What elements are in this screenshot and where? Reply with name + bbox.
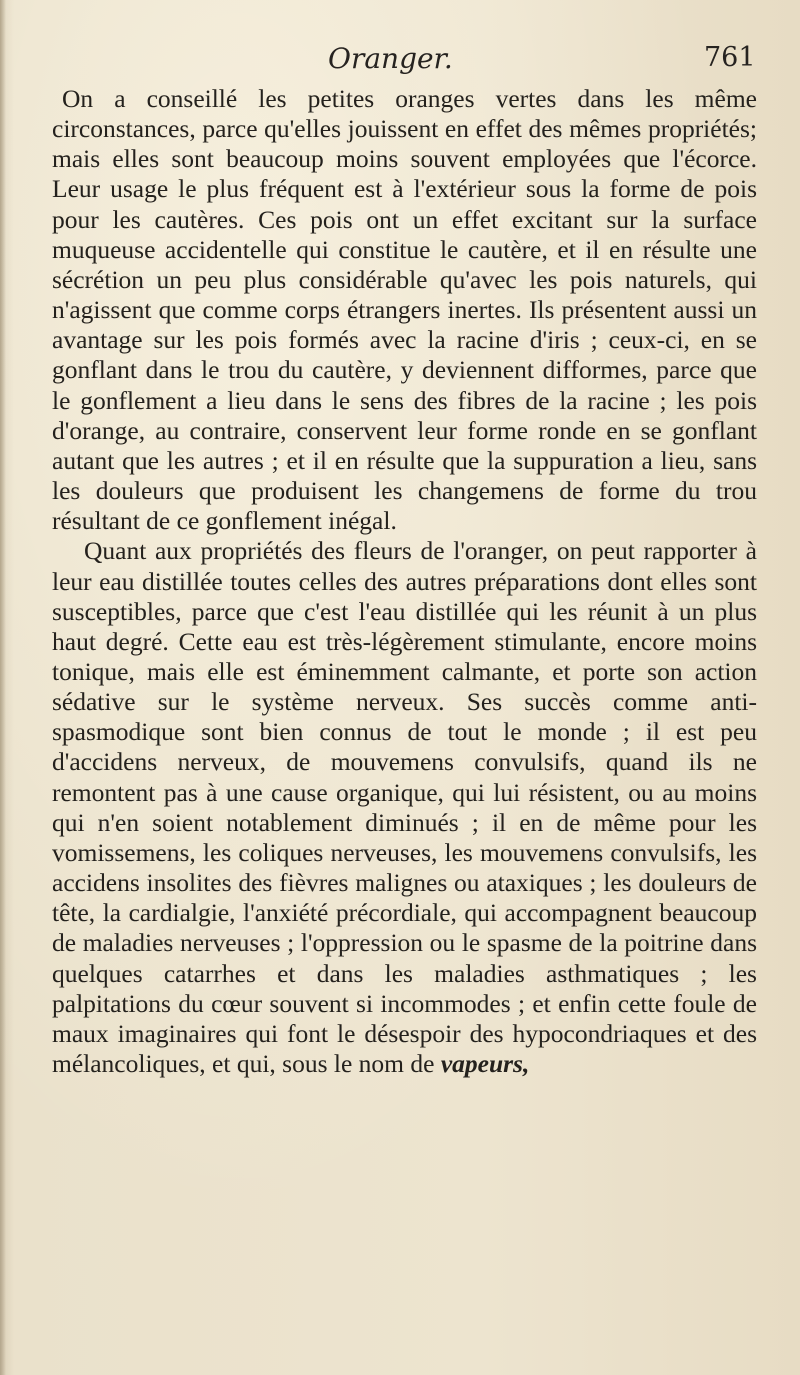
paragraph-2: [52, 536, 757, 1079]
paragraph-2-text: Quant aux propriétés des fleurs de l'oranger, on peut rapporter à leur eau distillée toutes celles des autres préparations dont elles sont susceptibles, parce que c'est l'eau distillée qui les réunit à un plus haut degré. Cette eau est très-légèrement stimulante, encore moins tonique, mais elle est éminemment calmante, et porte son action sédative sur le système nerveux. Ses succès comme anti-spasmodique sont bien connus de tout le monde ; il est peu d'accidens nerveux, de mouvemens convulsifs, quand ils ne remontent pas à une cause organique, qui lui résistent, ou au moins qui n'en soient notablement diminués ; il en de même pour les vomissemens, les coliques nerveuses, les mouvemens convulsifs, les accidens insolites des fièvres malignes ou ataxiques ; les douleurs de tête, la cardialgie, l'anxiété précordiale, qui accompagnent beaucoup de maladies nerveuses ; l'oppression ou le spasme de la poitrine dans quelques catarrhes et dans les maladies asthmatiques ; les palpitations du cœur souvent si incommodes ; et enfin cette foule de maux imaginaires qui font le désespoir des hypocondriaques et des mélancoliques, et qui, sous le nom de: [52, 536, 757, 1078]
page-number: 761: [704, 42, 756, 73]
running-title: Oranger.: [328, 42, 453, 75]
running-head: [0, 40, 800, 80]
page-gutter-shadow: [0, 0, 6, 1375]
paragraph-2-italic-word: vapeurs,: [440, 1049, 530, 1078]
body-text: [52, 84, 757, 1079]
paragraph-1: On a conseillé les petites oranges vertes dans les même circonstances, parce qu'elles jouissent en effet des mêmes propriétés; mais elles sont beaucoup moins souvent employées que l'écorce. Leur usage le plus fréquent est à l'extérieur sous la forme de pois pour les cautères. Ces pois ont un effet excitant sur la surface muqueuse accidentelle qui constitue le cautère, et il en résulte une sécrétion un peu plus considérable qu'avec les pois naturels, qui n'agissent que comme corps étrangers inertes. Ils présentent aussi un avantage sur les pois formés avec la racine d'iris ; ceux-ci, en se gonflant dans le trou du cautère, y deviennent difformes, parce que le gonflement a lieu dans le sens des fibres de la racine ; les pois d'orange, au contraire, conservent leur forme ronde en se gonflant autant que les autres ; et il en résulte que la suppuration a lieu, sans les douleurs que produisent les changemens de forme du trou résultant de ce gonflement inégal.: [52, 84, 757, 536]
